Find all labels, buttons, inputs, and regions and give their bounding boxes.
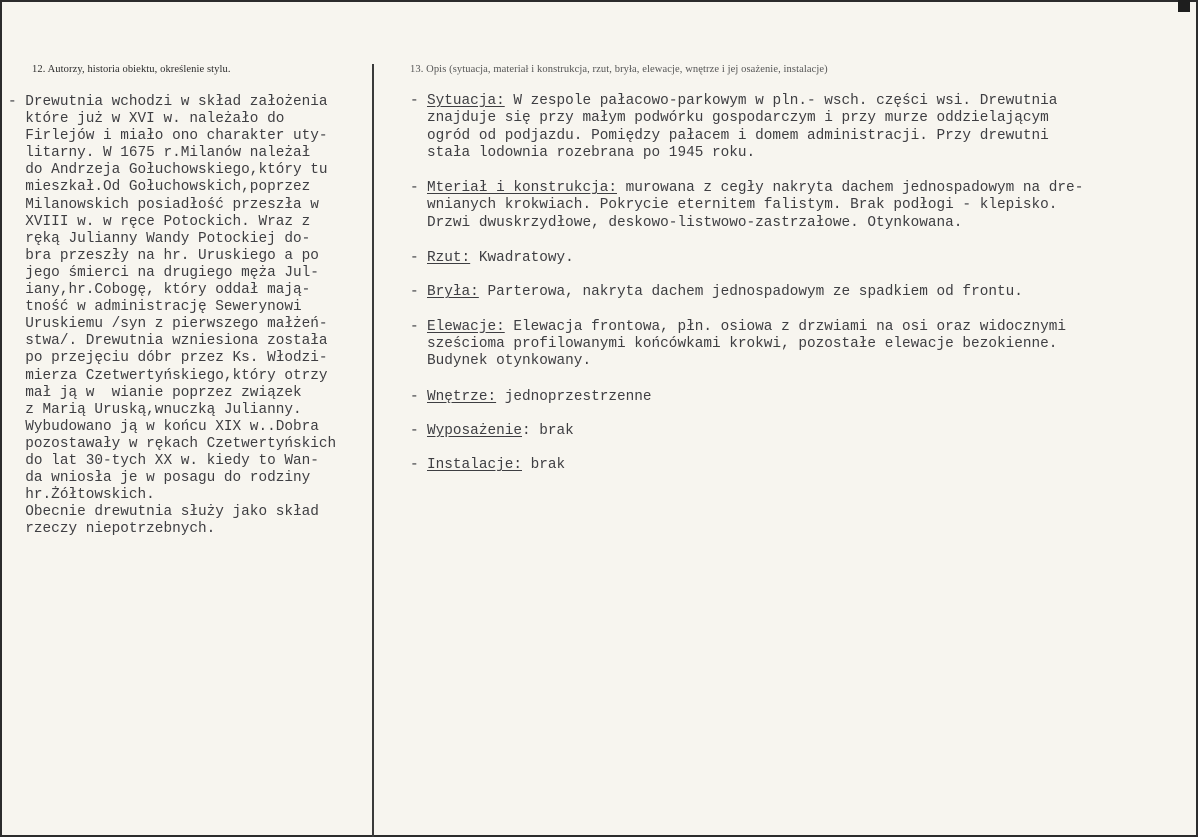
rzut-label: Rzut: [427, 250, 471, 267]
history-line: tność w administrację Sewerynowi [8, 299, 302, 316]
history-line: Milanowskich posiadłość przeszła w [8, 196, 319, 213]
entry-instalacje [410, 457, 1190, 474]
bullet-dash: - [410, 284, 419, 301]
material-text-3: Drzwi dwuskrzydłowe, deskowo-listwowo-zastrzałowe. Otynkowana. [427, 214, 963, 231]
history-line: rzeczy niepotrzebnych. [8, 521, 216, 538]
history-line: - Drewutnia wchodzi w skład założenia [8, 94, 328, 110]
wnetrze-label: Wnętrze: [427, 388, 497, 405]
wnetrze-text: jednoprzestrzenne [496, 388, 652, 405]
entry-bryla [410, 284, 1190, 301]
history-line: hr.Żółtowskich. [8, 487, 155, 504]
history-line: XVIII w. w ręce Potockich. Wraz z [8, 213, 311, 230]
elewacje-text-2: sześcioma profilowanymi końcówkami krokwi, pozostałe elewacje bezokienne. [427, 335, 1058, 352]
history-line: jego śmierci na drugiego męża Jul- [8, 264, 319, 281]
bullet-dash: - [410, 318, 419, 335]
wyposazenie-label: Wyposażenie [427, 422, 522, 439]
sytuacja-text-3: ogród od podjazdu. Pomiędzy pałacem i domem administracji. Przy drewutni [427, 127, 1049, 144]
history-line: iany,hr.Cobogę, który oddał mają- [8, 282, 311, 299]
bullet-dash: - [410, 422, 419, 439]
sytuacja-text-2: znajduje się przy małym podwórku gospodarczym i przy murze oddzielającym [427, 110, 1049, 127]
history-line: które już w XVI w. należało do [8, 111, 285, 128]
history-line: Firlejów i miało ono charakter uty- [8, 128, 328, 145]
sytuacja-label: Sytuacja: [427, 93, 505, 109]
bullet-dash: - [410, 457, 419, 474]
history-line: do lat 30-tych XX w. kiedy to Wan- [8, 452, 319, 469]
history-line: do Andrzeja Gołuchowskiego,który tu [8, 162, 328, 179]
history-line: pozostawały w rękach Czetwertyńskich [8, 435, 337, 452]
elewacje-text-3: Budynek otynkowany. [427, 353, 592, 370]
history-line: z Marią Uruską,wnuczką Julianny. [8, 401, 302, 418]
bullet-dash: - [410, 250, 419, 267]
history-line: da wniosła je w posagu do rodziny [8, 470, 311, 487]
instalacje-label: Instalacje: [427, 457, 522, 474]
material-text-1: murowana z cegły nakryta dachem jednospadowym na dre- [617, 180, 1084, 197]
history-text [8, 94, 373, 538]
entry-elewacje [410, 319, 1190, 371]
history-line: litarny. W 1675 r.Milanów należał [8, 145, 311, 162]
bryla-label: Bryła: [427, 284, 479, 301]
elewacje-label: Elewacje: [427, 318, 505, 335]
bryla-text: Parterowa, nakryta dachem jednospadowym ze spadkiem od frontu. [478, 284, 1023, 301]
entry-rzut [410, 250, 1190, 267]
history-line: mał ją w wianie poprzez związek [8, 384, 302, 401]
instalacje-text: brak [522, 457, 566, 474]
bullet-dash: - [410, 180, 419, 197]
rzut-text: Kwadratowy. [470, 250, 574, 267]
section-12-header: 12. Autorzy, historia obiektu, określenie stylu. [32, 64, 231, 75]
history-line: Uruskiemu /syn z pierwszego małżeń- [8, 316, 328, 333]
description-text [410, 93, 1190, 474]
sytuacja-text-1: W zespole pałacowo-parkowym w pln.- wsch. części wsi. Drewutnia [504, 93, 1058, 109]
history-line: Wybudowano ją w końcu XIX w..Dobra [8, 418, 319, 435]
bullet-dash: - [410, 93, 419, 109]
entry-wyposazenie [410, 423, 1190, 440]
bullet-dash: - [410, 388, 419, 405]
entry-sytuacja [410, 93, 1190, 162]
elewacje-text-1: Elewacja frontowa, płn. osiowa z drzwiami na osi oraz widocznymi [504, 318, 1067, 335]
history-line: po przejęciu dóbr przez Ks. Włodzi- [8, 350, 328, 367]
history-line: Obecnie drewutnia służy jako skład [8, 504, 319, 521]
history-line: mierza Czetwertyńskiego,który otrzy [8, 367, 328, 384]
sytuacja-text-4: stała lodownia rozebrana po 1945 roku. [427, 144, 756, 161]
material-text-2: wnianych krokwiach. Pokrycie eternitem falistym. Brak podłogi - klepisko. [427, 197, 1058, 214]
entry-wnetrze [410, 389, 1190, 406]
history-line: bra przeszły na hr. Uruskiego a po [8, 247, 319, 264]
history-line: stwa/. Drewutnia wzniesiona została [8, 333, 328, 350]
material-label: Mteriał i konstrukcja: [427, 180, 617, 197]
corner-mark [1178, 0, 1190, 12]
wyposazenie-text: : brak [522, 422, 574, 439]
history-line: ręką Julianny Wandy Potockiej do- [8, 230, 311, 247]
section-13-header: 13. Opis (sytuacja, materiał i konstrukcja, rzut, bryła, elewacje, wnętrze i jej osażenie, instalacje) [410, 64, 828, 75]
entry-material [410, 180, 1190, 232]
history-line: mieszkał.Od Gołuchowskich,poprzez [8, 179, 311, 196]
